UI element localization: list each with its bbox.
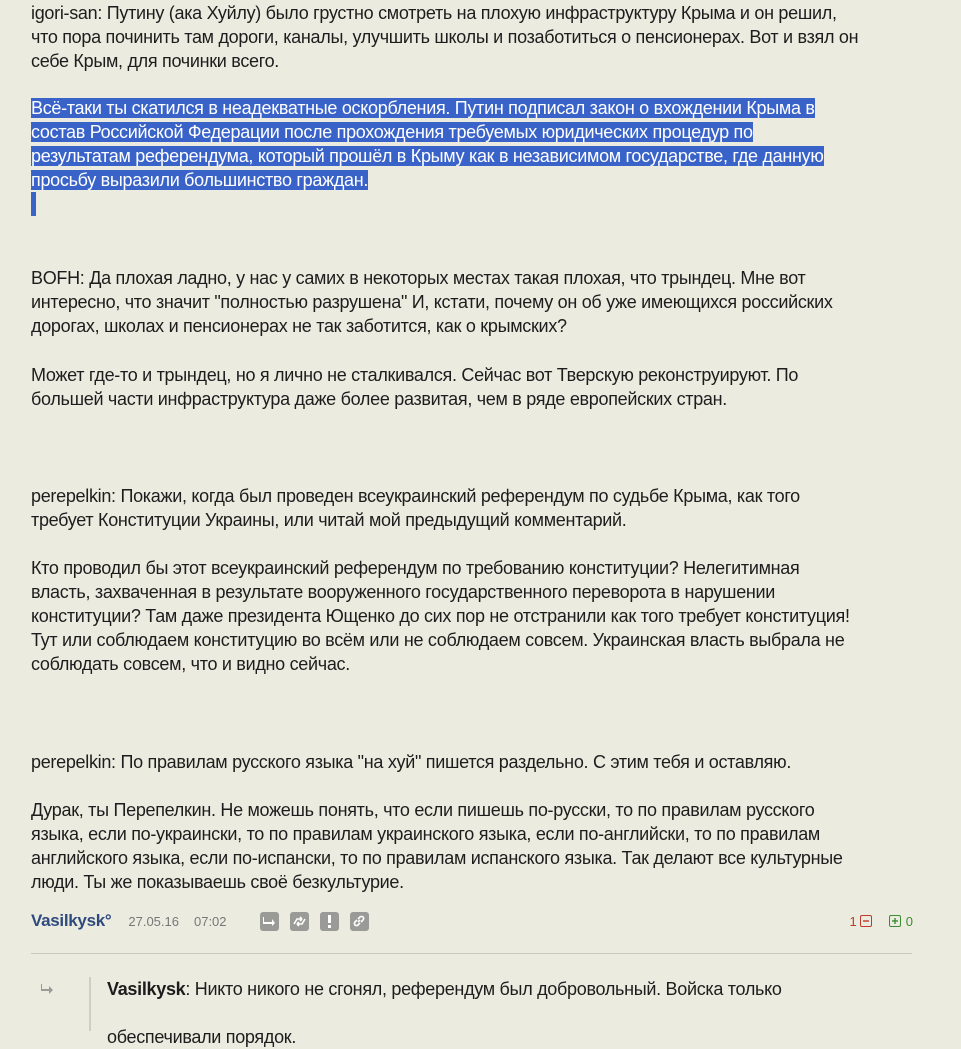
reply-arrow-icon[interactable] xyxy=(40,982,54,1000)
text-line: результатам референдума, который прошёл в Крыму как в независимом государстве, где данную xyxy=(31,146,824,166)
comment-date: 27.05.16 xyxy=(128,913,179,929)
text-line: дорогах, школах и пенсионерах не так заботится, как о крымских? xyxy=(31,316,567,336)
answer-paragraph xyxy=(31,798,843,894)
text-line: Может где-то и трындец, но я лично не сталкивался. Сейчас вот Тверскую реконструируют. По xyxy=(31,365,799,385)
author-link[interactable]: Vasilkysk° xyxy=(31,911,112,930)
quote-paragraph xyxy=(31,484,800,532)
text-line: соблюдать совсем, что и видно сейчас. xyxy=(31,654,350,674)
comment-time: 07:02 xyxy=(193,913,227,929)
text-line: большей части инфраструктура даже более развитая, чем в ряде европейских стран. xyxy=(31,389,727,409)
text-line: igori-san: Путину (ака Хуйлу) было грустно смотреть на плохую инфраструктуру Крыма и он решил, xyxy=(31,3,837,23)
comment-meta xyxy=(31,908,913,934)
reply-separator: : xyxy=(185,979,191,999)
vote-down-button[interactable] xyxy=(860,915,872,927)
reply-line xyxy=(107,977,782,1001)
text-line: Всё-таки ты скатился в неадекватные оскорбления. Путин подписал закон о вхождении Крыма в xyxy=(31,98,815,118)
text-line: что пора починить там дороги, каналы, улучшить школы и позаботиться о пенсионерах. Вот и взял он xyxy=(31,27,859,47)
text-line: интересно, что значит "полностью разрушена" И, кстати, почему он об уже имеющихся российских xyxy=(31,292,833,312)
quote-paragraph xyxy=(31,750,791,774)
reply-comment xyxy=(107,977,782,1049)
comment-tools xyxy=(260,912,369,931)
text-line: власть, захваченная в результате вооруженного государственного переворота в нарушении xyxy=(31,582,776,602)
text-line: perepelkin: Покажи, когда был проведен всеукраинский референдум по судьбе Крыма, как того xyxy=(31,486,800,506)
text-line: конституции? Там даже президента Ющенко до сих пор не отстранили как того требует конституция! xyxy=(31,606,850,626)
text-line: Дурак, ты Перепелкин. Не можешь понять, что если пишешь по-русски, то по правилам русского xyxy=(31,800,815,820)
report-icon[interactable] xyxy=(320,912,339,931)
text-line: Тут или соблюдаем конституцию во всём или не соблюдаем совсем. Украинская власть выбрала не xyxy=(31,630,845,650)
text-line: себе Крым, для починки всего. xyxy=(31,51,280,71)
link-icon[interactable] xyxy=(350,912,369,931)
reply-icon[interactable] xyxy=(260,912,279,931)
reply-indent-bar xyxy=(89,977,91,1031)
text-line: просьбу выразили большинство граждан. xyxy=(31,170,369,190)
answer-paragraph xyxy=(31,556,850,676)
selection-caret xyxy=(31,192,36,216)
votes-negative: 1 xyxy=(849,913,857,929)
answer-paragraph xyxy=(31,363,798,411)
divider xyxy=(31,953,912,954)
text-line: perepelkin: По правилам русского языка "на хуй" пишется раздельно. С этим тебя и оставляю. xyxy=(31,752,792,772)
reply-text: Никто никого не сгонял, референдум был добровольный. Войска только xyxy=(190,979,782,999)
text-line: люди. Ты же показываешь своё безкультурие. xyxy=(31,872,404,892)
text-line: требует Конституции Украины, или читай мой предыдущий комментарий. xyxy=(31,510,627,530)
votes-positive: 0 xyxy=(905,913,913,929)
text-line: состав Российской Федерации после прохождения требуемых юридических процедур по xyxy=(31,122,753,142)
quote-paragraph xyxy=(31,1,858,73)
share-icon[interactable] xyxy=(290,912,309,931)
text-line: английского языка, если по-испански, то по правилам испанского языка. Так делают все культурные xyxy=(31,848,843,868)
text-line: языка, если по-украински, то по правилам украинского языка, если по-английски, то по правилам xyxy=(31,824,821,844)
vote-counter xyxy=(850,914,913,929)
reply-author[interactable]: Vasilkysk xyxy=(107,979,186,999)
selected-paragraph[interactable] xyxy=(31,96,824,192)
reply-line: обеспечивали порядок. xyxy=(107,1027,297,1047)
quote-paragraph xyxy=(31,266,833,338)
text-line: Кто проводил бы этот всеукраинский референдум по требованию конституции? Нелегитимная xyxy=(31,558,800,578)
text-line: BOFH: Да плохая ладно, у нас у самих в некоторых местах такая плохая, что трындец. Мне вот xyxy=(31,268,806,288)
vote-up-button[interactable] xyxy=(889,915,901,927)
